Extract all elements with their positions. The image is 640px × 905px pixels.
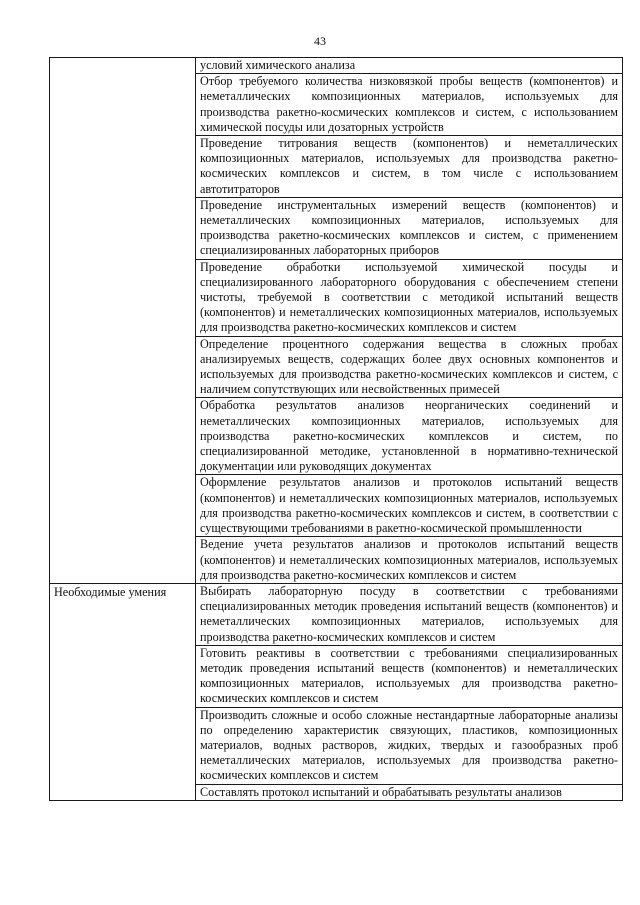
row-text: условий химического анализа	[200, 58, 356, 72]
table-text-cell	[196, 58, 623, 74]
row-text: Составлять протокол испытаний и обрабатывать результаты анализов	[200, 784, 562, 799]
table-row	[50, 58, 623, 74]
table-text-cell	[196, 74, 623, 136]
table-row	[50, 583, 623, 645]
row-text: Проведение инструментальных измерений веществ (компонентов) и неметаллических композиционных материалов, используемых для производства ракетно-космических комплексов и систем, с применением специализированных лабораторных приборов	[200, 197, 618, 258]
row-text: Выбирать лабораторную посуду в соответствии с требованиями специализированных методик проведения испытаний веществ (компонентов) и неметаллических композиционных материалов, используемых для производства ракетно-космических комплексов и систем	[200, 583, 618, 644]
section-label-cell	[50, 583, 196, 800]
table-text-cell	[196, 336, 623, 398]
row-text: Определение процентного содержания вещества в сложных пробах анализируемых веществ, содержащих более двух основных компонентов и используемых для производства ракетно-космических комплексов и систем, с наличием сопутствующих или несвойственных примесей	[200, 336, 618, 397]
row-text: Проведение обработки используемой химической посуды и специализированного лабораторного оборудования с обеспечением степени чистоты, требуемой в соответствии с методикой испытаний веществ (компонентов) и неметаллических композиционных материалов, используемых для производства ракетно-космических комплексов и систем	[200, 259, 618, 335]
requirements-table	[49, 57, 623, 801]
row-text: Готовить реактивы в соответствии с требованиями специализированных методик проведения испытаний веществ (компонентов) и неметаллических композиционных материалов, используемых для производства ракетно-космических комплексов и систем	[200, 645, 618, 706]
table-text-cell	[196, 784, 623, 800]
table-text-cell	[196, 197, 623, 259]
row-text: Ведение учета результатов анализов и протоколов испытаний веществ (компонентов) и неметаллических композиционных материалов, используемых для производства ракетно-космических комплексов и систем	[200, 537, 618, 582]
row-text: Оформление результатов анализов и протоколов испытаний веществ (компонентов) и неметаллических композиционных материалов, используемых для производства ракетно-космических комплексов и систем, в соответствии с существующими требованиями в ракетно-космической промышленности	[200, 475, 618, 536]
table-text-cell	[196, 537, 623, 584]
page-number: 43	[314, 34, 326, 48]
section-label: Необходимые умения	[54, 584, 167, 599]
table-text-cell	[196, 136, 623, 198]
table-text-cell	[196, 707, 623, 784]
table-text-cell	[196, 259, 623, 336]
table-body	[50, 58, 623, 801]
table-text-cell	[196, 398, 623, 475]
row-text: Отбор требуемого количества низковязкой пробы веществ (компонентов) и неметаллических композиционных материалов, используемых для производства ракетно-космических комплексов и систем, с использованием химической посуды или дозаторных устройств	[200, 74, 618, 134]
table-text-cell	[196, 645, 623, 707]
table-label-cell	[50, 58, 196, 584]
table-text-cell	[196, 583, 623, 645]
row-text: Проведение титрования веществ (компонентов) и неметаллических композиционных материалов, используемых для производства ракетно-космических комплексов и систем, в том числе с использованием автотитраторов	[200, 136, 618, 196]
row-text: Обработка результатов анализов неорганических соединений и неметаллических композиционных материалов, используемых для производства ракетно-космических комплексов и систем, по специализированной методике, установленной в нормативно-технической документации или руководящих документах	[200, 398, 618, 474]
row-text: Производить сложные и особо сложные нестандартные лабораторные анализы по определению характеристик связующих, пластиков, композиционных материалов, водных растворов, жидких, твердых и газообразных проб неметаллических материалов, используемых для производства ракетно-космических комплексов и систем	[200, 707, 618, 783]
table-text-cell	[196, 475, 623, 537]
